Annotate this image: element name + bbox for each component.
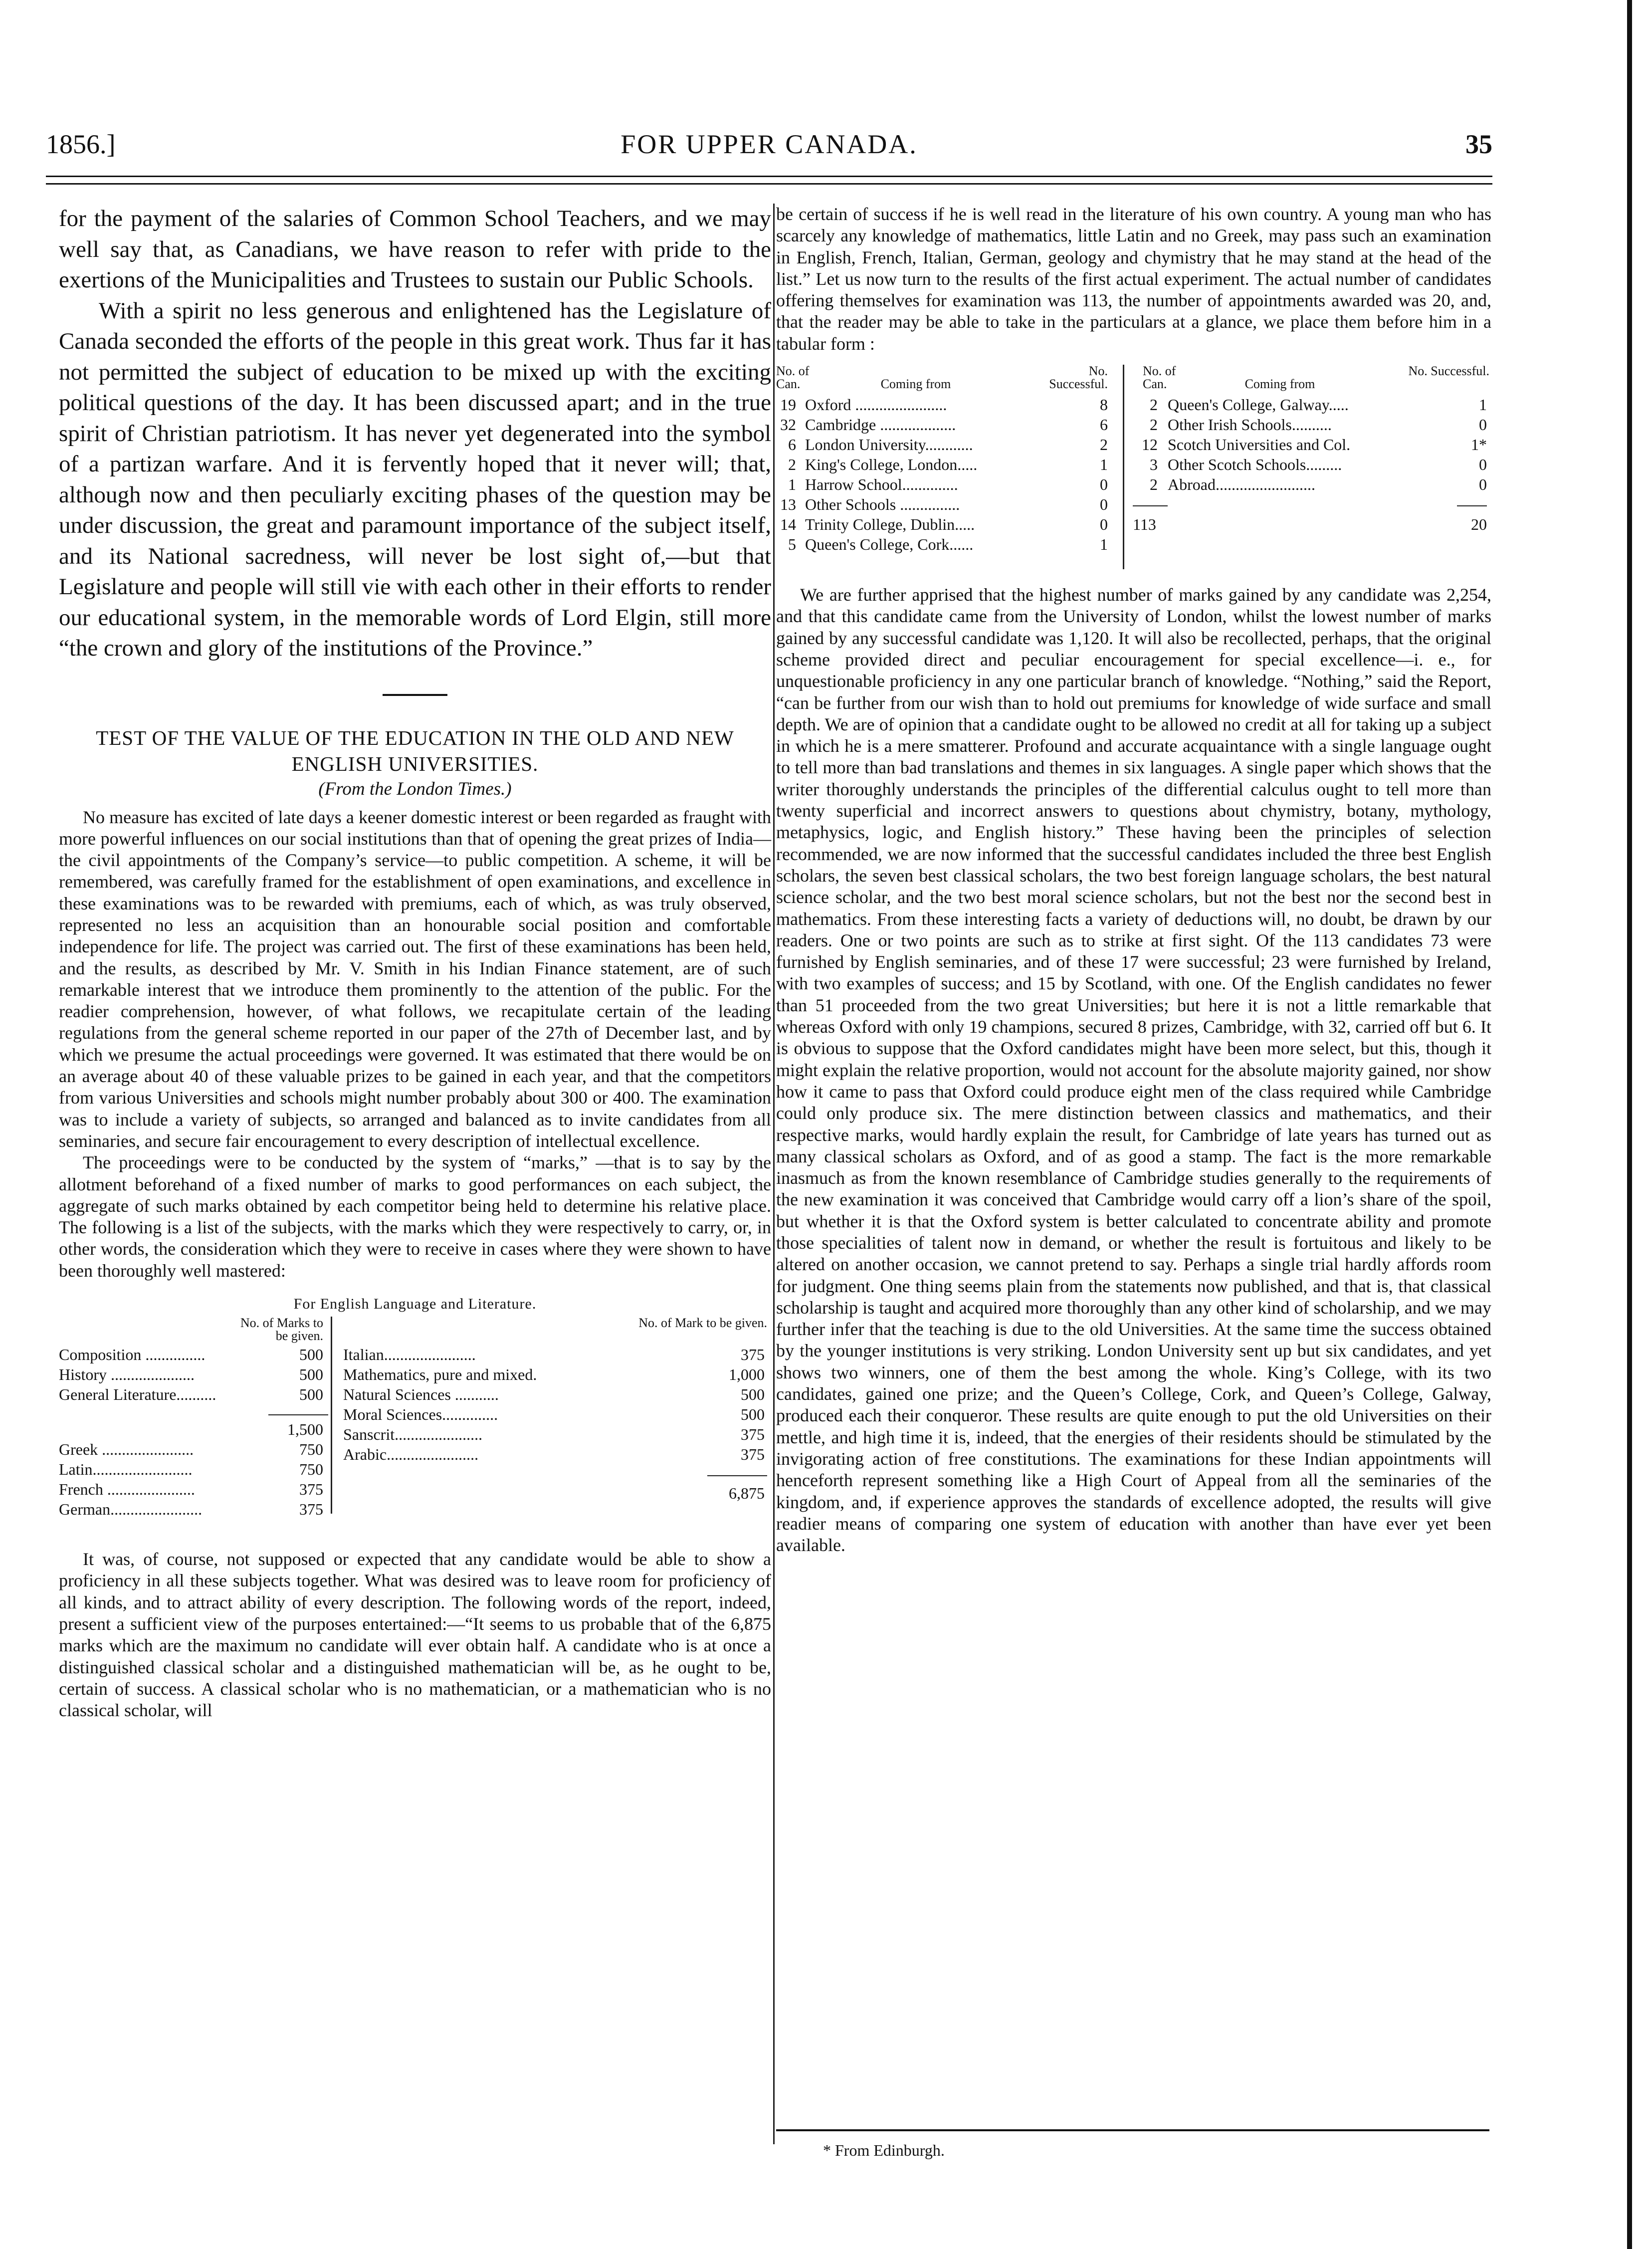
total-successful: 20: [1471, 515, 1487, 534]
closing-section: [59, 1549, 771, 1721]
no-cell: 2: [1150, 416, 1158, 434]
from-cell: Abroad.........................: [1168, 475, 1315, 494]
no-cell: 19: [780, 396, 796, 414]
from-cell: Queen's College, Galway.....: [1168, 396, 1349, 414]
subject-cell: General Literature..........: [59, 1385, 216, 1404]
table-row: [59, 1365, 195, 1385]
success-cell: 0: [1479, 455, 1487, 474]
table-row: [805, 436, 973, 455]
table-row: [805, 535, 973, 555]
table-row: [805, 495, 960, 515]
no-cell: 2: [1150, 396, 1158, 414]
no-cell: 5: [788, 535, 796, 554]
no-cell: 6: [788, 436, 796, 454]
marks-total: 6,875: [729, 1484, 765, 1503]
intro-section: [59, 204, 771, 664]
header-title: FOR UPPER CANADA.: [620, 129, 918, 159]
no-cell: 32: [780, 416, 796, 434]
table-row: [1168, 436, 1350, 455]
marks-cell: 375: [741, 1425, 765, 1444]
no-cell: 2: [788, 455, 796, 474]
success-cell: 0: [1479, 416, 1487, 434]
total-rule: [707, 1475, 767, 1476]
marks-cell: 500: [299, 1346, 323, 1364]
from-cell: Harrow School..............: [805, 475, 958, 494]
success-cell: 2: [1100, 436, 1108, 454]
candidates-table-divider: [1123, 365, 1124, 569]
no-cell: 13: [780, 495, 796, 514]
no-cell: 14: [780, 515, 796, 534]
success-cell: 8: [1100, 396, 1108, 414]
page-header: [46, 129, 1492, 164]
header-year: 1856.]: [46, 129, 116, 159]
article-paragraph: No measure has excited of late days a keener domestic interest or been regarded as fraught with more powerful influences on our social institutions than that of opening the great prizes of India—the civil appointments of the Company’s service—to public competition. A scheme, it will be remembered, was carefully framed for the establishment of open examinations, and excellence in these examinations was to be rewarded with premiums, each of which, as was truly observed, represented no less an acquisition than an honourable social position and comfortable independence for life. The project was carried out. The first of these examinations has been held, and the results, as described by Mr. V. Smith in his Indian Finance statement, are of such remarkable interest that we introduce them prominently to the attention of the public. For the readier comprehension, however, of what follows, we recapitulate certain of the leading regulations from the general scheme reported in our paper of the 27th of December last, and by which we presume the actual proceedings were governed. It was estimated that there would be on an average about 40 of these valuable prizes to be gained in each year, and that the competitors from various Universities and schools might number probably about 300 or 400. The examination was to include a variety of subjects, so arranged and balanced as to invite candidates from all seminaries, and secure fair encouragement to every description of intellectual excellence.: [59, 807, 771, 1151]
no-cell: 12: [1142, 436, 1158, 454]
footnote-rule: [776, 2129, 1489, 2131]
header-double-rule: [46, 176, 1492, 185]
from-cell: Scotch Universities and Col.: [1168, 436, 1351, 454]
table-row: [1168, 475, 1315, 495]
intro-paragraph: for the payment of the salaries of Common School Teachers, and we may well say that, as Canadians, we have reason to refer with pride to the exertions of the Municipalities and Trustees to sustain our Public Schools.: [59, 206, 771, 293]
subject-cell: Natural Sciences ...........: [343, 1385, 499, 1404]
marks-cell: 750: [299, 1440, 323, 1459]
success-cell: 0: [1100, 495, 1108, 514]
left-column: [59, 204, 771, 1721]
marks-cell: 1,000: [729, 1365, 765, 1384]
marks-left-header: No. of Marks to be given.: [240, 1316, 323, 1344]
table-row: [59, 1346, 205, 1365]
candidates-table: [776, 365, 1491, 584]
table-row: [343, 1346, 476, 1365]
intro-paragraph: With a spirit no less generous and enlightened has the Legislature of Canada seconded the efforts of the people in this great work. Thus far it has not permitted the subject of education to be mixed up with the exciting political questions of the day. It has been discussed apart; and in the true spirit of Christian patriotism. It has never yet degenerated into the symbol of a partizan warfare. And it is fervently hoped that it never will; that, although now and then peculiarly exciting phases of the question may be under discussion, the great and paramount importance of the subject itself, and its National sacredness, will never be lost sight of,—but that Legislature and people will still vie with each other in their efforts to render our educational system, in the memorable words of Lord Elgin, still more “the crown and glory of the institutions of the Province.”: [59, 297, 771, 661]
success-cell: 1: [1100, 535, 1108, 554]
from-cell: King's College, London.....: [805, 455, 978, 474]
col-header-from: Coming from: [1244, 377, 1315, 392]
table-row: [805, 515, 975, 535]
marks-cell: 375: [741, 1445, 765, 1464]
table-row: [59, 1480, 195, 1500]
footnote: * From Edinburgh.: [823, 2141, 945, 2159]
total-rule: [1133, 505, 1168, 506]
success-cell: 1*: [1471, 436, 1487, 454]
marks-cell: 375: [741, 1346, 765, 1364]
column-divider: [773, 204, 775, 2144]
no-cell: 2: [1150, 475, 1158, 494]
subject-cell: Italian.......................: [343, 1346, 476, 1364]
table-row: [805, 475, 958, 495]
table-row: [59, 1500, 202, 1520]
subject-cell: Greek .......................: [59, 1440, 194, 1459]
success-cell: 0: [1100, 475, 1108, 494]
section-separator: [383, 694, 447, 696]
page-number: 35: [1465, 129, 1492, 159]
from-cell: Other Schools ...............: [805, 495, 960, 514]
marks-cell: 500: [741, 1405, 765, 1424]
marks-table-title: For English Language and Literature.: [293, 1296, 537, 1313]
article-paragraph: The proceedings were to be conducted by the system of “marks,” —that is to say by the allotment beforehand of a fixed number of marks to good performances on each subject, the aggregate of such marks obtained by each competitor being held to determine his relative place. The following is a list of the subjects, with the marks which they were respectively to carry, or, in other words, the consideration which they were to receive in cases where they were shown to have been thoroughly well mastered:: [59, 1152, 771, 1281]
marks-cell: 500: [741, 1385, 765, 1404]
subject-cell: German.......................: [59, 1500, 203, 1519]
table-row: [805, 396, 947, 416]
continued-section: [776, 204, 1491, 355]
col-header-from: Coming from: [880, 377, 951, 392]
table-row: [343, 1405, 498, 1425]
marks-cell: 375: [299, 1480, 323, 1499]
total-rule: [1457, 505, 1487, 506]
marks-cell: 375: [299, 1500, 323, 1519]
page-edge-rule: [1627, 0, 1632, 2249]
success-cell: 0: [1100, 515, 1108, 534]
article-source: (From the London Times.): [318, 778, 512, 799]
article-paragraph: It was, of course, not supposed or expected that any candidate would be able to show a proficiency in all these subjects together. What was desired was to leave room for proficiency of all kinds, and to attract ability of every description. The following words of the report, indeed, present a sufficient view of the purposes entertained:—“It seems to us probable that of the 6,875 marks which are the maximum no candidate will ever obtain half. A candidate who is at once a distinguished classical scholar and a distinguished mathematician will be, as he ought to be, certain of success. A classical scholar who is no mathematician, or a mathematician who is no classical scholar, will: [59, 1549, 771, 1721]
no-cell: 1: [788, 475, 796, 494]
col-header-success: No. Successful.: [1408, 364, 1489, 379]
no-cell: 3: [1150, 455, 1158, 474]
from-cell: London University............: [805, 436, 973, 454]
article-body: [59, 807, 771, 1282]
table-row: [1168, 455, 1342, 475]
right-column: [776, 204, 1491, 1556]
from-cell: Queen's College, Cork......: [805, 535, 974, 554]
marks-right-header: No. of Mark to be given.: [638, 1316, 767, 1331]
subject-cell: Composition ...............: [59, 1346, 206, 1364]
table-row: [343, 1425, 482, 1445]
from-cell: Trinity College, Dublin.....: [805, 515, 975, 534]
analysis-section: [776, 584, 1491, 1556]
from-cell: Cambridge ...................: [805, 416, 956, 434]
subject-cell: Mathematics, pure and mixed.: [343, 1365, 537, 1384]
subject-cell: History .....................: [59, 1365, 195, 1384]
table-row: [343, 1445, 478, 1465]
marks-cell: 500: [299, 1385, 323, 1404]
col-header-no: No. of Can.: [1143, 364, 1176, 392]
success-cell: 1: [1100, 455, 1108, 474]
table-row: [805, 416, 956, 436]
table-row: [343, 1365, 537, 1385]
subject-cell: Arabic.......................: [343, 1445, 479, 1464]
marks-cell: 750: [299, 1460, 323, 1479]
table-row: [59, 1385, 216, 1405]
table-row: [1168, 416, 1332, 436]
left-subtotal: 1,500: [287, 1420, 323, 1439]
col-header-no: No. of Can.: [776, 364, 810, 392]
marks-table-divider: [331, 1317, 332, 1514]
from-cell: Other Irish Schools..........: [1168, 416, 1332, 434]
table-row: [343, 1385, 499, 1405]
marks-cell: 500: [299, 1365, 323, 1384]
from-cell: Oxford .......................: [805, 396, 947, 414]
marks-table: [59, 1317, 771, 1549]
subject-cell: French ......................: [59, 1480, 195, 1499]
table-row: [59, 1440, 194, 1460]
table-row: [1168, 396, 1349, 416]
total-candidates: 113: [1133, 515, 1156, 534]
table-row: [59, 1460, 193, 1480]
col-header-success: No. Successful.: [1049, 364, 1108, 392]
success-cell: 6: [1100, 416, 1108, 434]
subject-cell: Sanscrit......................: [343, 1425, 483, 1444]
success-cell: 0: [1479, 475, 1487, 494]
article-paragraph: be certain of success if he is well read in the literature of his own country. A young man who has scarcely any knowledge of mathematics, little Latin and no Greek, may pass such an examination in English, French, Italian, German, geology and chymistry that he may stand at the head of the list.” Let us now turn to the results of the first actual experiment. The actual number of candidates offering themselves for examination was 113, the number of appointments awarded was 20, and, that the reader may be able to take in the particulars at a glance, we place them before him in a tabular form :: [776, 204, 1491, 354]
subject-cell: Latin.........................: [59, 1460, 193, 1479]
table-row: [805, 455, 977, 475]
from-cell: Other Scotch Schools.........: [1168, 455, 1342, 474]
subtotal-rule: [268, 1414, 328, 1415]
subject-cell: Moral Sciences..............: [343, 1405, 498, 1424]
article-title: TEST OF THE VALUE OF THE EDUCATION IN THE OLD AND NEW ENGLISH UNIVERSITIES.: [96, 726, 734, 775]
article-paragraph: We are further apprised that the highest number of marks gained by any candidate was 2,254, and that this candidate came from the University of London, whilst the lowest number of marks gained by any successful candidate was 1,120. It will also be recollected, perhaps, that the original scheme provided direct and peculiar encouragement for special excellence—i. e., for unquestionable proficiency in any one particular branch of knowledge. “Nothing,” said the Report, “can be further from our wish than to hold out premiums for knowledge of wide surface and small depth. We are of opinion that a candidate ought to be allowed no credit at all for taking up a subject in which he is a mere smatterer. Profound and accurate acquaintance with a single language ought to tell more than bad translations and themes in six languages. A single paper which shows that the writer thoroughly understands the principles of the differential calculus ought to tell more than twenty superficial and incorrect answers to questions about chymistry, botany, mythology, metaphysics, logic, and English history.” These having been the principles of selection recommended, we are now informed that the successful candidates included the three best English scholars, the seven best classical scholars, the two best foreign language scholars, the best natural science scholar, and the two best moral science scholars, but not the best nor the second best in mathematics. From these interesting facts a variety of deductions will, no doubt, be drawn by our readers. One or two points are such as to strike at first sight. Of the 113 candidates 73 were furnished by English seminaries, and of these 17 were successful; 23 were furnished by Ireland, with two examples of success; and 15 by Scotland, with one. Of the English candidates no fewer than 51 proceeded from the two great Universities; but here it is not a little remarkable that whereas Oxford with only 19 champions, secured 8 prizes, Cambridge, with 32, carried off but 6. It is obvious to suppose that the Oxford candidates might have been more select, but this, though it might explain the relative proportion, would not account for the absolute majority gained, nor show how it came to pass that Oxford could produce eight men of the class required while Cambridge could only produce six. The mere distinction between classics and mathematics, and their respective marks, would hardly explain the result, for Cambridge of late years has turned out as many classical scholars as Oxford, and of as good a stamp. The fact is the more remarkable inasmuch as from the known resemblance of Cambridge studies generally to the requirements of the new examination it was conceived that Cambridge would carry off a lion’s share of the spoil, but whether it is that the Oxford system is better calculated to concentrate ability and promote those specialities of talent now in demand, or whether the result is fortuitous and likely to be altered on another occasion, we cannot pretend to say. Perhaps a single trial hardly affords room for judgment. One thing seems plain from the statements now published, and that is, that classical scholarship is taught and acquired more thoroughly than any other kind of scholarship, and we may further infer that the teaching is due to the old Universities. At the same time the success obtained by the younger institutions is very striking. London University sent up but six candidates, and yet shows two winners, one of them the best among the whole. King’s College, with its two candidates, gained one prize; and the Queen’s College, Cork, and Queen’s College, Galway, produced each their conqueror. These results are quite enough to put the old Universities on their mettle, and high time it is, indeed, that the energies of their residents should be stimulated by the invigorating action of free constitutions. The examinations for these Indian appointments will henceforth represent something like a High Court of Appeal from all the seminaries of the kingdom, and, if experience approves the standards of excellence adopted, the results will give readier means of comparing one system of education with another than have ever yet been available.: [776, 585, 1491, 1556]
success-cell: 1: [1479, 396, 1487, 414]
